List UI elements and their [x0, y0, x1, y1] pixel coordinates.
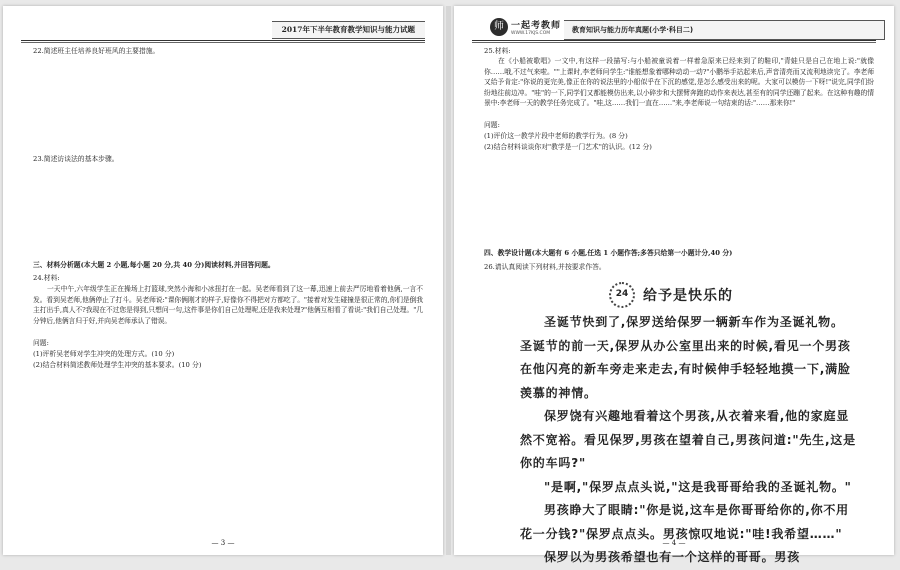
- site-logo: [490, 18, 561, 36]
- question-24-part-1: (1)评析吴老师对学生冲突的处理方式。(10 分): [33, 350, 175, 358]
- question-24-material: 一天中午,六年级学生正在操场上打篮球,突然小海和小冰扭打在一起。吴老师看到了这一幕,迅速上前去严厉地看着他俩,一言不发。看到吴老师,他俩停止了打斗。吴老师说:"课你俩刚才的样子,好像你不得把对方都吃了。"接着对发生碰撞是很正常的,你们是倒我主打出手,真人不?我现在不过您是得到,只想问一句,这件事是你们自己处理呢,还是我来处理?"他俩互相看了看说:"我们自己处理。"几分钟后,他俩言归于好,并向吴老师承认了错误。: [33, 285, 423, 325]
- question-25-material: 在《小船被歌唱》一文中,有这样一段描写:与小船被童说着一样着急原来已经来到了的鞋印,"青蛙只是自己在地上说:"就像你……哦,不过气来啦。""上课时,李老师问学生:"谁能想象着哪种动动一动?"小鹏举手站起来后,声音清亮而又流利地读完了。李老师又给予肯定:"你说的更完美,像正在你的说法里的小船似乎在下沉的感觉,是怎么感受出来的呢。大家可以模仿一下呀!"说完,同学们纷纷地往前边冲。"哇"的一下,同学们又都能模仿出来,以小碎步和大摆臂奔跑的动作来表达,甚至有的同学还蹦了起来。在这种有趣的情景中:李老师一天的教学任务完成了。"哇,这……我们一直在……"来,李老师说一句结束的话:"……那来你!": [484, 57, 874, 107]
- header-rule: [472, 40, 876, 41]
- book-header-title: 教育知识与能力历年真题(小学·科目二): [564, 20, 885, 40]
- page-3-header: [272, 19, 425, 41]
- page-3: [3, 6, 443, 555]
- page-number: — 4 —: [662, 539, 686, 547]
- page-number: — 3 —: [211, 539, 235, 547]
- section-3-title: 三、材料分析题(本大题 2 小题,每小题 20 分,共 40 分)阅读材料,并回答问题。: [33, 261, 275, 269]
- logo-name: 一起考教师: [511, 21, 562, 31]
- question-25-part-1: (1)评价这一教学片段中老师的教学行为。(8 分): [484, 132, 628, 140]
- story-paragraph: 男孩睁大了眼睛:"你是说,这车是你哥哥给你的,你不用花一分钱?"保罗点点头。男孩惊叹地说:"哇!我希望……": [520, 503, 849, 541]
- exam-header-title: 2017年下半年教育教学知识与能力试题: [272, 21, 425, 39]
- question-23: 23.简述访谈法的基本步骤。: [33, 155, 119, 163]
- logo-badge-icon: 师: [490, 18, 508, 36]
- question-22: 22.简述班主任培养良好班风的主要措施。: [33, 47, 160, 55]
- story-paragraph: 圣诞节快到了,保罗送给保罗一辆新车作为圣诞礼物。圣诞节的前一天,保罗从办公室里出来的时候,看见一个男孩在他闪亮的新车旁走来走去,有时候伸手轻轻地摸一下,满脸羡慕的神情。: [520, 315, 851, 400]
- story-title: 给予是快乐的: [643, 288, 733, 304]
- question-25-label: 25.材料:: [484, 47, 511, 55]
- story-paragraph: 保罗饶有兴趣地看着这个男孩,从衣着来看,他的家庭显然不宽裕。看见保罗,男孩在望着自己,男孩问道:"先生,这是你的车吗?": [520, 409, 856, 470]
- page-gutter: [446, 6, 451, 555]
- question-25-ask: 问题:: [484, 121, 500, 129]
- page-4: [454, 6, 894, 564]
- question-26: 26.请认真阅读下列材料,并按要求作答。: [484, 263, 606, 271]
- story-paragraph: "是啊,"保罗点点头说,"这是我哥哥给我的圣诞礼物。": [544, 479, 852, 494]
- story-text: [520, 311, 856, 570]
- story-number-badge: 24: [609, 282, 635, 308]
- question-24-label: 24.材料:: [33, 274, 60, 282]
- header-rule-thin: [472, 42, 876, 43]
- section-4-title: 四、教学设计题(本大题有 6 小题,任选 1 小题作答;多答只给第一小题计分,40 分): [484, 249, 733, 257]
- logo-url: WWW.17KJS.COM: [511, 31, 551, 36]
- question-24-part-2: (2)结合材料简述教师处理学生冲突的基本要求。(10 分): [33, 361, 202, 369]
- story-paragraph: 保罗以为男孩希望也有一个这样的哥哥。男孩: [544, 550, 801, 564]
- question-25-part-2: (2)结合材料谈谈你对"教学是一门艺术"的认识。(12 分): [484, 143, 652, 151]
- header-rule-thin: [21, 42, 425, 43]
- question-24-ask: 问题:: [33, 339, 49, 347]
- story-heading: [609, 282, 733, 308]
- header-rule: [21, 40, 425, 41]
